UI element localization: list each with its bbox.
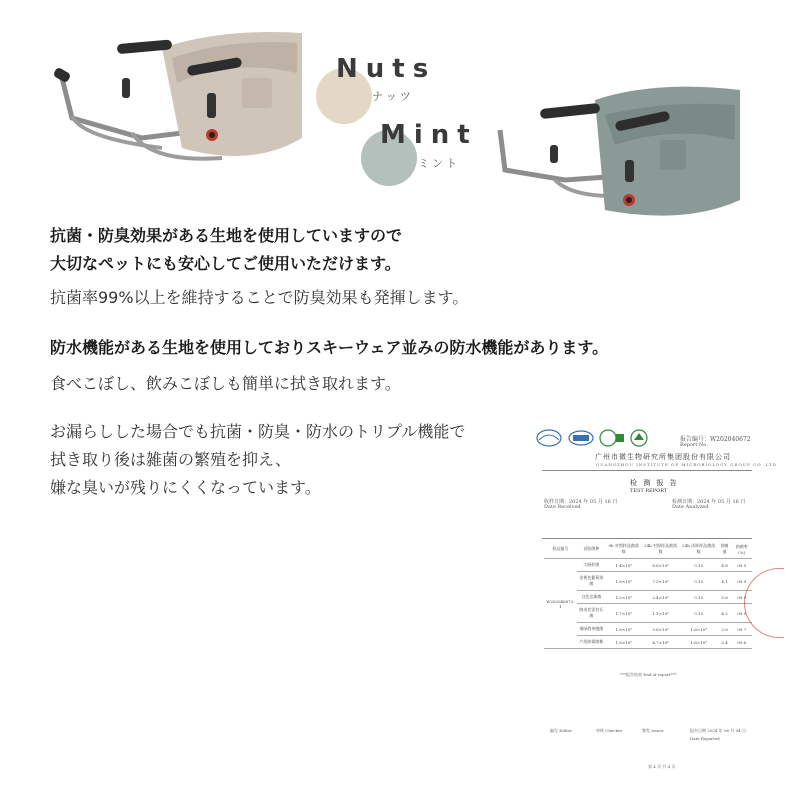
- table-cell: 4.1: [718, 572, 732, 591]
- wipe-clean-text: 食べこぼし、飲みこぼしも簡単に拭き取れます。: [50, 374, 401, 393]
- institute-name: 广州市微生物研究所集团股份有限公司: [595, 453, 731, 461]
- test-report-title-en: TEST REPORT: [630, 488, 668, 494]
- table-header-cell: 抑菌率(%): [731, 540, 752, 559]
- table-cell: 4.7×10⁶: [642, 636, 680, 649]
- date-analyzed-en: Date Analyzed: [672, 504, 709, 510]
- table-cell: 产黑曲霉菌株: [577, 636, 606, 649]
- mint-color-kana: ミント: [418, 157, 460, 170]
- table-cell: 99.9: [731, 591, 752, 604]
- table-cell: 0.13: [680, 604, 718, 623]
- sample-id-cell: W202040672-1: [544, 559, 577, 649]
- table-header-cell: 试验菌种: [577, 540, 606, 559]
- table-cell: 0.13: [680, 572, 718, 591]
- table-cell: 铜绿假单胞菌: [577, 623, 606, 636]
- issuer-label-en: Issuer: [651, 728, 664, 733]
- cnas-logo-icon: [568, 428, 594, 448]
- checker-signature: [596, 728, 622, 734]
- table-cell: 8.6×10⁶: [642, 559, 680, 572]
- table-header-row: [544, 540, 752, 559]
- triple-function-line-2: 拭き取り後は雑菌の繁殖を抑え、: [50, 450, 291, 469]
- table-cell: 1.1×10⁶: [642, 604, 680, 623]
- table-cell: 5.6: [718, 591, 732, 604]
- table-top-divider: [542, 538, 752, 539]
- table-header-cell: 24h 对照样品菌落数: [642, 540, 680, 559]
- table-cell: 大肠杆菌: [577, 559, 606, 572]
- table-cell: 2.4: [718, 636, 732, 649]
- report-number-en: Report No.: [680, 442, 708, 448]
- triple-function-text: [50, 418, 465, 502]
- page-number: 第 4 页 共 4 页: [648, 764, 676, 769]
- table-cell: 0.13: [680, 559, 718, 572]
- end-of-report-note: ***报告结束 End of report***: [620, 672, 677, 677]
- table-cell: 白色念珠菌: [577, 591, 606, 604]
- chair-nuts-image: [52, 28, 322, 218]
- issuer-signature: [642, 728, 664, 734]
- table-cell: 9.6×10⁶: [642, 623, 680, 636]
- table-cell: 1.6×10⁴: [680, 636, 718, 649]
- chair-mint-image: [495, 80, 745, 230]
- table-cell: 1.6×10⁵: [606, 623, 642, 636]
- antibacterial-heading-line-2: 大切なペットにも安心してご使用いただけます。: [50, 254, 401, 273]
- date-received-en: Date Received: [544, 504, 581, 510]
- table-cell: 肺炎克雷伯氏菌: [577, 604, 606, 623]
- test-results-table: [544, 540, 752, 649]
- table-cell: 4.8: [718, 559, 732, 572]
- table-cell: 4.2: [718, 604, 732, 623]
- mint-color-name: Mint: [380, 120, 478, 150]
- table-cell: 1.6×10⁴: [680, 623, 718, 636]
- checker-label: 审核: [596, 728, 604, 733]
- waterproof-heading: 防水機能がある生地を使用しておりスキーウェア並みの防水機能があります。: [50, 338, 609, 357]
- report-date-label: 报告日期: [690, 728, 706, 733]
- editor-label-en: Editor: [559, 728, 572, 733]
- table-cell: 1.4×10⁵: [606, 559, 642, 572]
- test-report-certificate: [530, 418, 777, 778]
- date-analyzed: 检测日期：2024 年 05 月 16 日: [672, 499, 746, 505]
- cma-logo-icon: [598, 428, 624, 448]
- table-cell: 99.9: [731, 559, 752, 572]
- ilac-mra-logo-icon: [536, 428, 562, 448]
- table-header-cell: 抑菌值: [718, 540, 732, 559]
- table-cell: 99.9: [731, 572, 752, 591]
- checker-label-en: Checker: [605, 728, 623, 733]
- report-number-label: 报告编号：: [680, 436, 711, 443]
- table-cell: 99.9: [731, 604, 752, 623]
- table-cell: 1.7×10⁵: [606, 604, 642, 623]
- antibacterial-heading: [50, 222, 402, 278]
- triple-function-line-3: 嫌な臭いが残りにくくなっています。: [50, 478, 321, 497]
- table-cell: 1.6×10⁵: [606, 572, 642, 591]
- nuts-color-kana: ナッツ: [372, 90, 414, 103]
- report-date-en: Date Reported: [690, 736, 720, 741]
- date-received: 收样日期：2024 年 05 月 16 日: [544, 499, 618, 505]
- antibacterial-rate-text: 抗菌率99%以上を維持することで防臭効果も発揮します。: [50, 288, 469, 307]
- table-cell: 99.7: [731, 623, 752, 636]
- table-cell: 金黄色葡萄球菌: [577, 572, 606, 591]
- quality-logo-icon: [626, 428, 652, 448]
- issuer-label: 签发: [642, 728, 650, 733]
- table-cell: 2.4×10⁶: [642, 591, 680, 604]
- antibacterial-heading-line-1: 抗菌・防臭効果がある生地を使用していますので: [50, 226, 403, 245]
- report-date: [690, 728, 746, 734]
- editor-label: 编写: [550, 728, 558, 733]
- certificate-divider: [542, 470, 752, 471]
- test-report-title: 检 测 报 告: [630, 479, 679, 487]
- triple-function-line-1: お漏らしした場合でも抗菌・防臭・防水のトリプル機能で: [50, 422, 466, 441]
- institute-name-en: GUANGZHOU INSTITUTE OF MICROBIOLOGY GROUP CO.,LTD: [596, 462, 777, 467]
- table-row: [544, 559, 752, 572]
- table-cell: 99.6: [731, 636, 752, 649]
- report-date-value: 2024 年 06 月 04 日: [707, 728, 746, 733]
- report-number-value: W202040672: [710, 436, 751, 443]
- table-cell: 1.6×10⁵: [606, 636, 642, 649]
- table-cell: 7.5×10⁶: [642, 572, 680, 591]
- table-cell: 0.13: [680, 591, 718, 604]
- table-cell: 1.2×10⁵: [606, 591, 642, 604]
- table-header-cell: 样品编号: [544, 540, 577, 559]
- table-header-cell: 24h 试样样品菌落数: [680, 540, 718, 559]
- table-header-cell: 0h 对照样品菌落数: [606, 540, 642, 559]
- editor-signature: [550, 728, 572, 734]
- nuts-color-name: Nuts: [336, 54, 437, 84]
- table-cell: 2.6: [718, 623, 732, 636]
